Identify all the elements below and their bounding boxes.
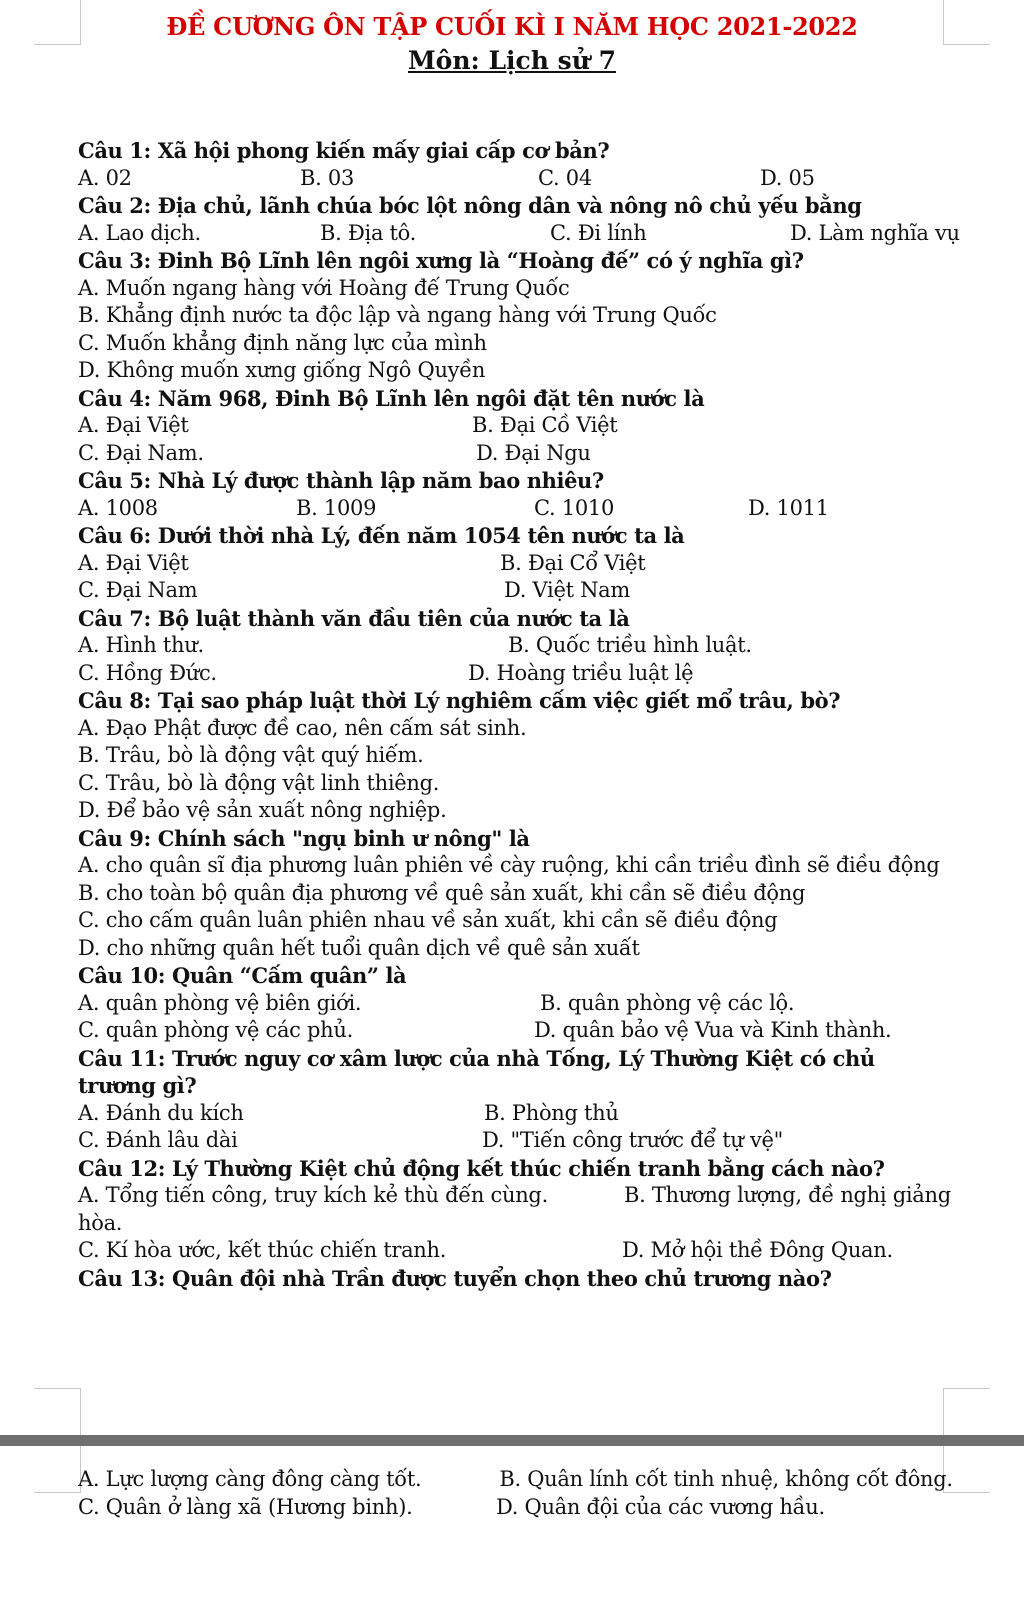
- answer-d: D. Để bảo vệ sản xuất nông nghiệp.: [78, 798, 447, 822]
- document-subject: Môn: Lịch sử 7: [408, 46, 616, 75]
- answer-b: B. Thương lượng, đề nghị giảng hòa.: [78, 1183, 951, 1235]
- answer-b: B. 03: [300, 165, 355, 190]
- answer-row: [78, 1127, 978, 1155]
- answer-c: C. Quân ở làng xã (Hương binh).: [78, 1494, 413, 1519]
- answer-c: C. quân phòng vệ các phủ.: [78, 1018, 353, 1042]
- question-6: Câu 6: Dưới thời nhà Lý, đến năm 1054 tên nước ta là: [78, 523, 685, 548]
- document-title: ĐỀ CƯƠNG ÔN TẬP CUỐI KÌ I NĂM HỌC 2021-2022: [166, 12, 858, 41]
- answer-row: [78, 1494, 978, 1522]
- answer-a: A. 02: [78, 165, 132, 190]
- answer-a: A. Tổng tiến công, truy kích kẻ thù đến cùng.: [78, 1183, 548, 1207]
- question-list: [78, 137, 978, 1292]
- answer-c: C. Đi lính: [550, 220, 647, 245]
- answer-c: C. Muốn khẳng định năng lực của mình: [78, 330, 487, 355]
- answer-c: C. Đánh lâu dài: [78, 1128, 238, 1152]
- question-12: Câu 12: Lý Thường Kiệt chủ động kết thúc chiến tranh bằng cách nào?: [78, 1155, 885, 1181]
- answer-b: B. Phòng thủ: [484, 1100, 619, 1125]
- answer-d: D. Không muốn xưng giống Ngô Quyền: [78, 358, 486, 382]
- answer-a: A. Lực lượng càng đông càng tốt.: [78, 1467, 422, 1491]
- answer-a: A. cho quân sĩ địa phương luân phiên về cày ruộng, khi cần triều đình sẽ điều động: [78, 853, 940, 877]
- answer-d: D. cho những quân hết tuổi quân dịch về quê sản xuất: [78, 935, 640, 960]
- answer-row: [78, 577, 978, 605]
- answer-row: [78, 660, 978, 688]
- answer-d: D. Việt Nam: [504, 578, 631, 602]
- answer-row: [78, 412, 978, 440]
- answer-b: B. Quốc triều hình luật.: [508, 633, 752, 657]
- answer-b: B. Địa tô.: [320, 220, 417, 245]
- answer-d: D. Đại Ngu: [476, 440, 591, 465]
- answer-b: B. quân phòng vệ các lộ.: [540, 990, 795, 1015]
- answer-row: [78, 1237, 978, 1265]
- answer-d: D. Hoàng triều luật lệ: [468, 660, 694, 685]
- question-1: Câu 1: Xã hội phong kiến mấy giai cấp cơ bản?: [78, 138, 610, 163]
- answer-d: D. Quân đội của các vương hầu.: [496, 1494, 825, 1519]
- answer-row: [78, 632, 978, 660]
- answer-d: D. Mở hội thề Đông Quan.: [622, 1238, 893, 1262]
- question-10: Câu 10: Quân “Cấm quân” là: [78, 963, 407, 988]
- question-4: Câu 4: Năm 968, Đinh Bộ Lĩnh lên ngôi đặt tên nước là: [78, 385, 705, 411]
- answer-a: A. 1008: [78, 495, 158, 520]
- answer-b: B. Khẳng định nước ta độc lập và ngang hàng với Trung Quốc: [78, 303, 717, 327]
- answer-c: C. 1010: [534, 495, 615, 520]
- answer-c: C. Kí hòa ước, kết thúc chiến tranh.: [78, 1238, 447, 1262]
- answer-row: [78, 1017, 978, 1045]
- answer-c: C. cho cấm quân luân phiên nhau về sản xuất, khi cần sẽ điều động: [78, 908, 778, 932]
- answer-b: B. Đại Cổ Việt: [500, 550, 646, 575]
- answer-c: C. Trâu, bò là động vật linh thiêng.: [78, 770, 440, 795]
- answer-a: A. quân phòng vệ biên giới.: [78, 990, 362, 1015]
- answer-row: [78, 220, 978, 248]
- page-corner-mark: [34, 1446, 81, 1493]
- page-corner-mark: [943, 1388, 990, 1435]
- question-13-answers: [78, 1466, 978, 1521]
- question-13: Câu 13: Quân đội nhà Trần được tuyển chọn theo chủ trương nào?: [78, 1265, 832, 1291]
- answer-d: D. "Tiến công trước để tự vệ": [482, 1128, 783, 1152]
- answer-d: D. quân bảo vệ Vua và Kinh thành.: [534, 1018, 892, 1042]
- document-page-2: [0, 1446, 1024, 1615]
- answer-a: A. Đại Việt: [78, 413, 189, 437]
- answer-row: [78, 1182, 958, 1237]
- answer-row: [78, 495, 978, 523]
- question-11: Câu 11: Trước nguy cơ xâm lược của nhà Tống, Lý Thường Kiệt có chủ trương gì?: [78, 1045, 875, 1098]
- page-corner-mark: [34, 1388, 81, 1435]
- answer-c: C. 04: [538, 165, 592, 190]
- answer-a: A. Lao dịch.: [78, 220, 201, 245]
- answer-b: B. Trâu, bò là động vật quý hiếm.: [78, 743, 424, 767]
- question-7: Câu 7: Bộ luật thành văn đầu tiên của nước ta là: [78, 605, 630, 631]
- answer-b: B. cho toàn bộ quân địa phương về quê sản xuất, khi cần sẽ điều động: [78, 880, 806, 905]
- answer-a: A. Muốn ngang hàng với Hoàng đế Trung Quốc: [78, 275, 570, 300]
- answer-row: [78, 1100, 978, 1128]
- answer-c: C. Đại Nam.: [78, 440, 204, 465]
- question-9: Câu 9: Chính sách "ngụ binh ư nông" là: [78, 825, 530, 851]
- question-5: Câu 5: Nhà Lý được thành lập năm bao nhiêu?: [78, 468, 604, 493]
- answer-row: [78, 440, 978, 468]
- answer-a: A. Hình thư.: [78, 633, 204, 657]
- answer-row: [78, 1466, 958, 1494]
- answer-d: D. Làm nghĩa vụ: [790, 220, 960, 245]
- answer-a: A. Đại Việt: [78, 550, 189, 575]
- answer-c: C. Hồng Đức.: [78, 660, 217, 685]
- answer-row: [78, 990, 978, 1018]
- question-3: Câu 3: Đinh Bộ Lĩnh lên ngôi xưng là “Hoàng đế” có ý nghĩa gì?: [78, 248, 804, 273]
- answer-c: C. Đại Nam: [78, 578, 198, 602]
- answer-a: A. Đánh du kích: [78, 1100, 244, 1125]
- question-2: Câu 2: Địa chủ, lãnh chúa bóc lột nông dân và nông nô chủ yếu bằng: [78, 193, 862, 218]
- question-8: Câu 8: Tại sao pháp luật thời Lý nghiêm cấm việc giết mổ trâu, bò?: [78, 688, 841, 713]
- answer-b: B. Đại Cồ Việt: [472, 413, 618, 437]
- answer-d: D. 1011: [748, 495, 829, 520]
- answer-b: B. Quân lính cốt tinh nhuệ, không cốt đông.: [499, 1467, 953, 1491]
- answer-row: [78, 165, 978, 193]
- answer-b: B. 1009: [296, 495, 377, 520]
- answer-d: D. 05: [760, 165, 815, 190]
- answer-a: A. Đạo Phật được đề cao, nên cấm sát sinh.: [78, 715, 527, 740]
- answer-row: [78, 550, 978, 578]
